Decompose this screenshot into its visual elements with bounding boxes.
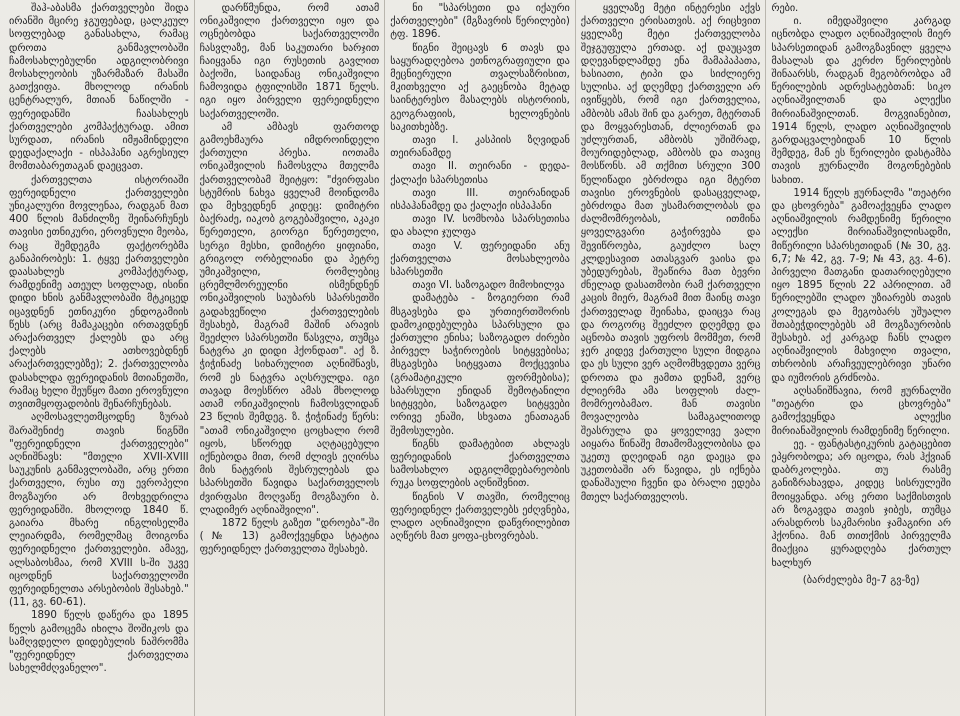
article-paragraph: თავი I. კასპიის ზღვიდან თეირანამდე — [390, 134, 570, 160]
text-column-1 — [4, 0, 195, 716]
article-paragraph: წიგნს დამატებით ახლავს ფერეიდანის ქართველთა სამოსახლო ადგილმდებარეობის რუკა სოფლების აღნიშვნით. — [390, 437, 570, 490]
article-paragraph: ნი "სპარსეთი და იქაური ქართველები" (მგზავრის წერილები) ტფ. 1896. — [390, 2, 570, 41]
article-paragraph: ი. იმედაშვილი კარგად იცნობდა ლადო აღნიაშვილის მიერ სპარსეთიდან გამოგზავნილ ყველა მასალას და კერძო წერილების შინაარსს, რადგან მეგობრობდა ამ წერილების ადრესატებთან: სიკო აღნიაშვილთან და ალექსი მირიანაშვილთან. მოგვიანებით, 1914 წელს, ლადო აღნიაშვილის გარდაცვალებიდან 10 წლის შემდეგ, მან ეს წერილები დასტამბა თავის ჟურნალში მოგონებების სახით. — [771, 15, 951, 186]
article-paragraph: თავი V. ფერეიდანი ანუ ქართველთა მოსახლეობა სპარსეთში — [390, 239, 570, 279]
article-paragraph: აღმოსავლეთმცოდნე ზურაბ შარაშენიძე თავის წიგნში "ფერეიდნელი ქართველები" აღნიშნავს: "მთელი XVII-XVIII საუკუნის განმავლობაში, არც ერთი ქართველი, რუსი თუ ევროპელი მოგზაური არ მოხვედრილა ფერეიდანში. მხოლოდ 1840 წ. გაიარა მხარე ინგლისელმა ლეიარდმა, რომელმაც მოიგონა ფერეიდნელი ქართველები. ამავე, ალსაბოსმაა, რომ XVIII ს-ში უკვე იცოდნენ საქართველოში ფერეიდნელთა არსებობის შესახებ." (11, გვ. 60-61). — [9, 411, 189, 609]
article-paragraph: წიგნი შეიცავს 6 თავს და საყურადღებოა ეთნოგრაფიული და მეცნიერული თვალსაზრისით, მკითხველი აქ გაეცნობა მეტად საინტერესო მასალებს ისტორიის, გეოგრაფიის, ხელოვნების საკითხებზე. — [390, 41, 570, 133]
article-paragraph: ქართველთა ისტორიაში ფერეიდნელი ქართველები უნიკალური მოვლენაა, რადგან მათ 400 წლის მანძილზე შეინარჩუნეს თავისი ეთნიკური, ეროვნული მეობა, რაც შემდეგმა ფაქტორებმა განაპირობეს: 1. ტყვე ქართველები დაასახლეს კომპაქტურად, რამდენიმე ათეულ სოფლად, ისინი დიდი ხნის განმავლობაში მტკიცედ იცავდნენ ეთნიკური ენდოგამიის წესს (არც მამაკაცები ირთავდნენ არაქართველ ქალებს და არც ქალებს ათხოვებდნენ არაქართველებზე); 2. ქართველობა დასახლდა ფერეიდანის მთიანეთში, რამაც ხელი შეუწყო მათი ეროვნული თვითმყოფადობის შენარჩუნებას. — [9, 173, 189, 411]
text-column-2 — [195, 0, 386, 716]
article-paragraph: დამატება - ზოგიერთი რამ მსგავსება და ურთიერთშორის დამოკიდებულება სპარსული და ქართული ენისა; საზოგადო ძირები პირველ საჭიროების სიტყვებისა; მსგავსება სიტყვათა მოქცევისა (გრამატიკული ფორმებისა); სპარსული ენიდან შემოტანილი სიტყვები, საზოგადო სიტყვები ორივე ენაში, სხვათა ენათაგან შემოსულები. — [390, 292, 570, 437]
article-paragraph: 1914 წელს ჟურნალმა "თეატრი და ცხოვრება" გამოაქვეყნა ლადო აღნიაშვილის რამდენიმე წერილი ალექსი მირიანაშვილისადმი, მიწერილი სპარსეთიდან (№ 30, გვ. 6,7; № 42, გვ. 7-9; № 43, გვ. 4-6). პირველი მათგანი დათარიღებული იყო 1895 წლის 22 აპრილით. ამ წერილებში ლადო უზიარებს თავის კოლეგას და მეგობარს უშუალო შთაბეჭდილებებს ამ მოგზაურობის შესახებ. აქ კარგად ჩანს ლადო აღნიაშვილის მახვილი თვალი, თხრობის არაჩვეულებრივი უნარი და იუმორის გრძნობა. — [771, 186, 951, 384]
article-paragraph: 1872 წელს გაზეთ "დროება"-ში (№ 13) გამოქვეყნდა სტატია ფერეიდნელ ქართველთა შესახებ. — [199, 516, 380, 556]
article-paragraph: თავი VI. საზოგადო მიმოხილვა — [412, 279, 565, 292]
article-paragraph: დარწმუნდა, რომ ათამ ონიკაშვილი ქართველი იყო და ოცნებობდა საქართველოში ჩასვლაზე, მან საკუთარი ხარჯით ჩაიყვანა იგი რუსეთის გავლით ბაქოში, საიდანაც ონიკაშვილი ჩამოვიდა ტფილისში 1871 წელს. იგი იყო პირველი ფერეიდნელი საქართველოში. — [199, 2, 380, 120]
article-paragraph: აღსანიშნავია, რომ ჟურნალში "თეატრი და ცხოვრება" გამოქვეყნდა ალექსი მირიანაშვილის რამდენიმე წერილი. — [771, 384, 951, 437]
text-column-4 — [576, 0, 767, 716]
article-paragraph: 1890 წელს დაწერა და 1895 წელს გამოცემა იხილა შოშიკოს და სამღვდელო დიდებულის ნაშრომმა "ფერეიდნელ ქართველთა სახელმძღვანელო". — [9, 609, 189, 675]
article-paragraph: თავი II. თეირანი - დედა-ქალაქი სპარსეთისა — [390, 160, 570, 186]
article-paragraph: თავი IV. სომხობა სპარსეთისა და ახალი ჯულფა — [390, 213, 570, 239]
article-paragraph: წიგნის V თავში, რომელიც ფერეიდნელ ქართველებს ეძღვნება, ლადო აღნიაშვილი დაწვრილებით აღწერს მათ ყოფა-ცხოვრებას. — [390, 490, 570, 543]
article-paragraph: შაჰ-აბასმა ქართველები შიდა ირანში მცირე ჯგუფებად, ცალკეულ სოფლებად განასახლა, რამაც დროთა განმავლობაში ჩამოსახლებულნი ადგილობრივი მოსახლეობის უზარმაზარ მასაში გათქვიფა. მხოლოდ ირანის ცენტრალურ, მთიან ნაწილში - ფერეიდანში ჩაასახლეს ქართველები კომპაქტურად. ამით სურდათ, ირანის იმჟამინდელი დედაქალაქი - ისპაჰანი აგრესიულ მომთაბარეთაგან დაეცვათ. — [9, 2, 189, 173]
article-paragraph: რები. — [771, 2, 799, 14]
continuation-note: (ბარძელება მე-7 გვ-ზე) — [802, 573, 920, 586]
text-column-3 — [385, 0, 576, 716]
article-paragraph: თავი III. თეირანიდან ისპაჰანამდე და ქალაქი ისპაჰანი — [390, 186, 570, 213]
text-column-5 — [766, 0, 956, 716]
article-paragraph: ყველაზე მეტი ინტერესი აქვს ქართველი ერისათვის. აქ რიცხვით ყველაზე მეტი ქართველობა შეჯგუფულა ერთად. აქ დაუცავთ დღევანდლამდე ენა მამაპაპათა, ხასიათი, ტიპი და სიძლიერე სულისა. აქ დღემდე ქართველი არ ივიწყებს, რომ იგი ქართველია, ამბობს ამას შინ და გარეთ, მტერთან და მოყვარესთან, ძლიერთან და უძლურთან, ამბობს უშიშრად, მოურიდებლად, ამბობს და თავიც მოსწონს. ამ თქმით სრული 300 წელიწადი ებრძოდა იგი მტერთ თავისი ეროვნების დასაცველად, ებრძოდა მათ უსამართლობას და ძალმომრეობას, ითმინა ყოველგვარი გაჭირვება და შევიწროება, გაუძლო სალ კლდესავით ათასგვარ ვაისა და უბედურებას, შეაწირა მათ ბევრი ძნელად დასათმობი რამ ქართველი კაცის მიერ, მაგრამ მით მაინც თავი ქართველად შეინახა, დაიცვა რაც და როგორც შეეძლო დღემდე და აცნობა თავის უფროს მომმეთ, რომ ჯერ კიდევ ქართული სული მიდგია და ეს სული ვერ აღმომხვდეთა ვერც დროთა და ჟამთა დენამ, ვერც ძლიერმა ამა სოფლის ძალ-მომრეობამაო. მან თავისი მოვალეობა სამაგალითოდ შეასრულა და ყოველივე ვალი აიყარა წინაშე მთამომავლობისა და უკეთუ დღეიდან იგი დაეცა და უკეთობაში არ წავიდა, ეს იქნება დანაშაული ჩვენი და ბრალი ედება მთელ საქართველოს. — [580, 2, 761, 503]
article-paragraph: ამ ამბავს ფართოდ გამოეხმაურა იმდროინდელი ქართული პრესა. იოთამა ონიკაშვილის ჩამოსვლა მთელმა ქართველობამ შეიტყო: "ძვირფასი სტუმრის ნახვა ყველამ მოინდომა და მეხვედნენ კიდეც: დიმიტრი ბაქრაძე, იაკობ გოგებაშვილი, აკაკი წერეთელი, გიორგი წერეთელი, სერგი მესხი, დიმიტრი ყიფიანი, გრიგოლ ორბელიანი და პეტრე უმიკაშვილი, რომლებიც ცრემლმორეულნი ისმენდნენ ონიკაშვილის საუბარს სპარსეთში გადახვეწილი ქართველების შესახებ, მაგრამ მაშინ არავის შეეძლო სპარსეთში წასვლა, თუმცა ნატვრა კი დიდი ჰქონდათ". აქ ზ. ჭიჭინაძე სიხარულით აღნიშნავს, რომ ეს ნატვრა აღსრულდა. იგი თავად მოესწრო ამას მხოლოდ ათამ ონიკაშვილის ჩამოსვლიდან 23 წლის შემდეგ. ზ. ჭიჭინაძე წერს: "ათამ ონიკაშვილი ცოცხალი რომ იყოს, სწორედ აღტაცებული იქნებოდა მით, რომ ძლივს ეღირსა მის ნატვრის შესრულებას და სპარსეთში წავიდა საქართველოს ძვირფასი მოღვაწე მოგზაური ბ. ლადიმერ აღნიაშვილი". — [199, 120, 380, 516]
article-paragraph: ეე. - ფანტასტიკურის გატაცებით ეპყრობოდა; არ იცოდა, რას ჰქვიან დაბრკოლება. თუ რასმე განიზრახავდა, კიდეც სისრულეში მოიყვანდა. არც ერთი საქმისთვის არ ზოგავდა თავის ჯიბეს, თუმცა არასდროს საკმარისი ჯამაგირი არ ჰქონია. მან თითქმის პირველმა მიაქცია ყურადღება ქართულ ხალხურ — [771, 437, 951, 569]
